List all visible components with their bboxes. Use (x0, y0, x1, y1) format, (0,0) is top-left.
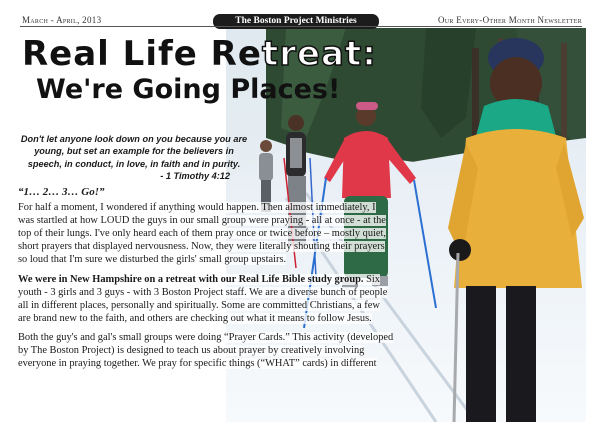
newsletter-tagline: Our Every-Other Month Newsletter (437, 15, 582, 25)
article-paragraph-3 (18, 331, 394, 370)
paragraph-2-text: Six youth - 3 girls and 3 guys - with 3 Boston Project staff. We are a diverse bunch of people all in different places, personally and spiritually. Some are committed Christians, a few are brand new to the faith, and others are checking out what it means to follow Jesus. (18, 273, 388, 324)
ministry-name-badge: The Boston Project Ministries (213, 14, 379, 29)
article-paragraph-2 (18, 273, 394, 325)
header-divider (20, 26, 582, 27)
article-title (22, 34, 377, 106)
quote-reference: - 1 Timothy 4:12 (160, 171, 230, 182)
paragraph-2-lead: We were in New Hampshire on a retreat with our Real Life Bible study group. (18, 273, 364, 285)
article-paragraph-1 (18, 201, 394, 266)
paragraph-2-wrap (18, 274, 387, 324)
title-line-1-outline: treat: (261, 34, 377, 74)
quote-text: Don't let anyone look down on you because you are young, but set an example for the believers in speech, in conduct, in love, in faith and in purity. (20, 134, 248, 169)
title-line-2: We're Going Places! (36, 74, 341, 105)
title-line-1 (22, 34, 377, 74)
title-line-1-dark: Real Life Re (22, 34, 262, 74)
scripture-quote (18, 133, 250, 183)
issue-date: March - April, 2013 (22, 15, 102, 25)
article-body (18, 186, 394, 376)
paragraph-1-text: For half a moment, I wondered if anything would happen. Then almost immediately, I was startled at how LOUD the guys in our small group were praying - all at once - at the top of their lungs. I've only heard each of them pray once or twice before – mostly quiet, short prayers that displayed nervousness. Now, they were literally shouting their prayers so loud that I'm sure we disturbed the girls' small group upstairs. (18, 202, 387, 266)
article-opener: “1… 2… 3… Go!” (18, 186, 105, 198)
paragraph-3-text: Both the guy's and gal's small groups were doing “Prayer Cards.” This activity (developed by The Boston Project) is designed to teach us about prayer by creatively involving everyone in praying together. We pray for specific things (“WHAT” cards) in different (18, 331, 394, 370)
